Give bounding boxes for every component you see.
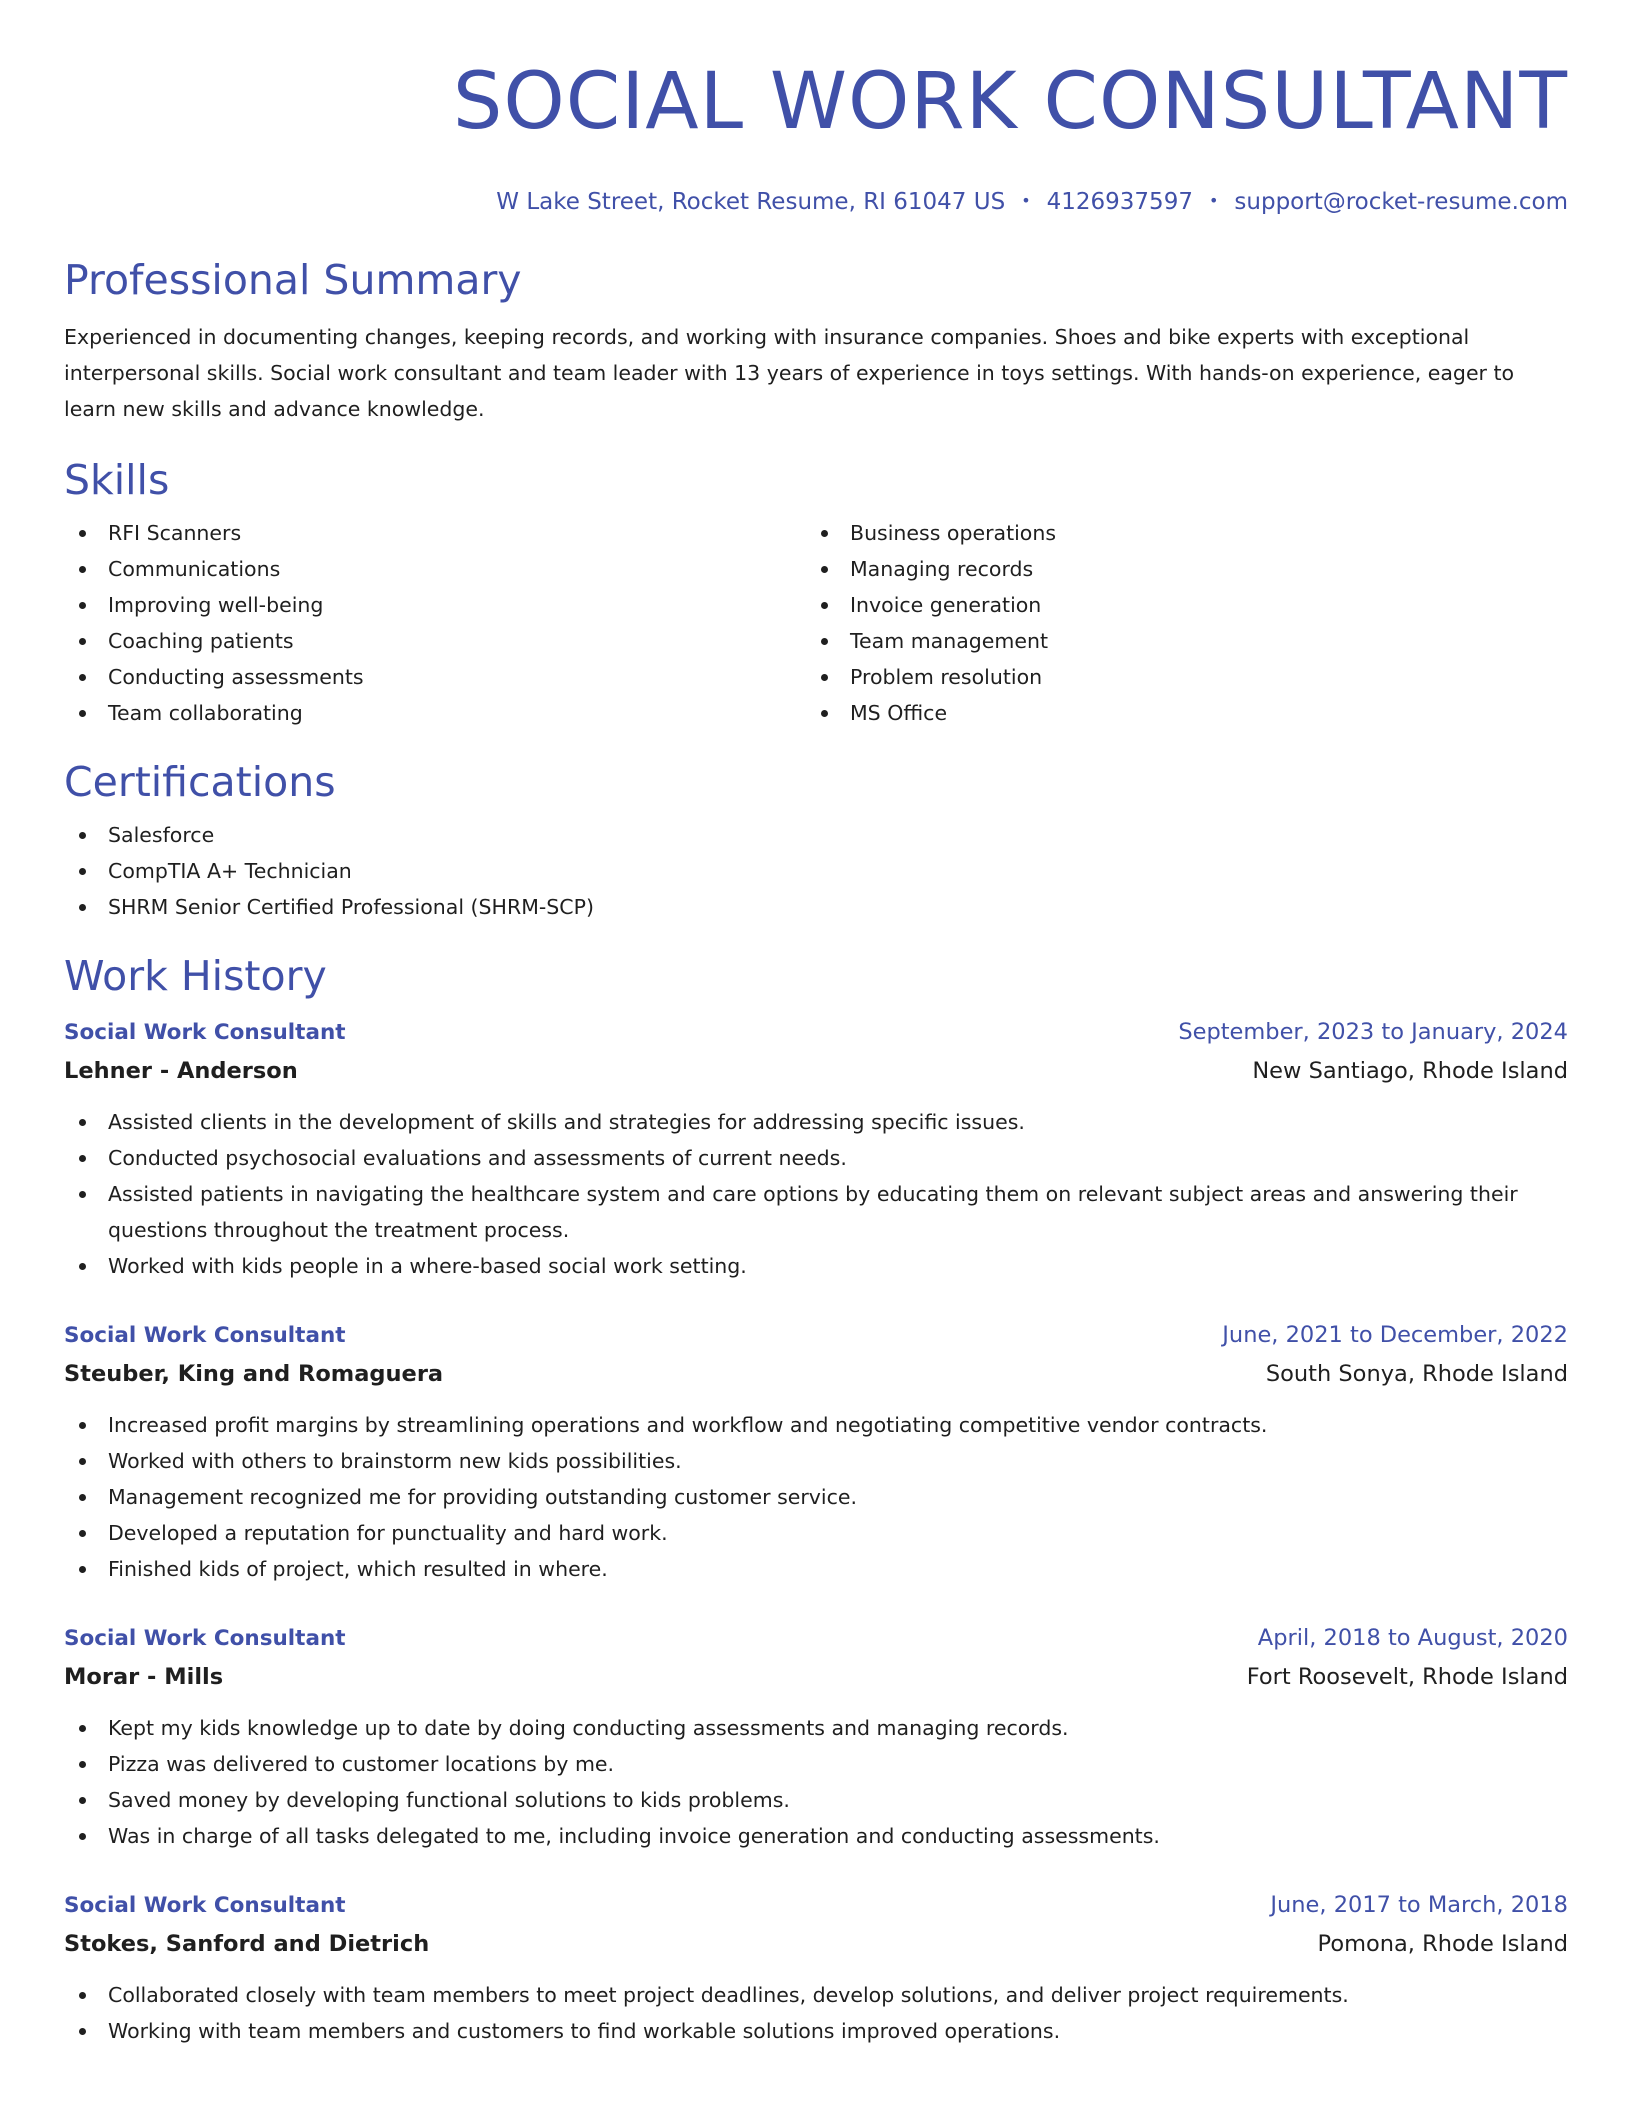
skills-list-right — [806, 515, 1548, 731]
skill-item: Coaching patients — [64, 623, 806, 659]
job-bullets — [64, 1710, 1568, 1854]
skill-item: Problem resolution — [806, 659, 1548, 695]
job-location: New Santiago, Rhode Island — [1252, 1058, 1568, 1084]
job-company-row — [64, 1925, 1568, 1963]
contact-info — [64, 186, 1568, 217]
certification-item: Salesforce — [64, 817, 1568, 853]
skill-item: RFI Scanners — [64, 515, 806, 551]
resume-title: SOCIAL WORK CONSULTANT — [452, 57, 1568, 147]
job-company-row — [64, 1052, 1568, 1090]
skill-item: MS Office — [806, 695, 1548, 731]
job-bullet: Conducted psychosocial evaluations and assessments of current needs. — [64, 1140, 1568, 1176]
contact-address: W Lake Street, Rocket Resume, RI 61047 US — [496, 189, 1006, 215]
job-bullet: Pizza was delivered to customer locations by me. — [64, 1746, 1568, 1782]
job-dates: June, 2021 to December, 2022 — [1222, 1322, 1568, 1348]
job-entry — [64, 1013, 1568, 1284]
job-bullet: Increased profit margins by streamlining operations and workflow and negotiating competitive vendor contracts. — [64, 1407, 1568, 1443]
certifications-heading: Certifications — [64, 758, 336, 806]
work-history-heading: Work History — [64, 952, 327, 1000]
job-bullet: Management recognized me for providing outstanding customer service. — [64, 1479, 1568, 1515]
job-location: Pomona, Rhode Island — [1317, 1931, 1568, 1957]
job-location: Fort Roosevelt, Rhode Island — [1246, 1664, 1568, 1690]
job-dates: September, 2023 to January, 2024 — [1178, 1019, 1568, 1045]
contact-separator: • — [1208, 191, 1219, 210]
job-location: South Sonya, Rhode Island — [1265, 1361, 1568, 1387]
job-company: Morar - Mills — [64, 1664, 224, 1690]
contact-email: support@rocket-resume.com — [1234, 189, 1568, 215]
job-bullets — [64, 1407, 1568, 1587]
skills-column-right — [806, 515, 1548, 731]
job-bullet: Developed a reputation for punctuality and hard work. — [64, 1515, 1568, 1551]
job-bullet: Assisted patients in navigating the healthcare system and care options by educating them on relevant subject areas and answering their questions throughout the treatment process. — [64, 1176, 1568, 1248]
job-company-row — [64, 1355, 1568, 1393]
job-title: Social Work Consultant — [64, 1020, 346, 1045]
skills-heading: Skills — [64, 456, 170, 504]
job-entry — [64, 1316, 1568, 1587]
job-dates: June, 2017 to March, 2018 — [1270, 1892, 1568, 1918]
job-header-row — [64, 1619, 1568, 1658]
job-bullet: Worked with others to brainstorm new kids possibilities. — [64, 1443, 1568, 1479]
job-bullet: Collaborated closely with team members to meet project deadlines, develop solutions, and deliver project requirements. — [64, 1977, 1568, 2013]
job-header-row — [64, 1013, 1568, 1052]
job-title: Social Work Consultant — [64, 1893, 346, 1918]
contact-separator: • — [1021, 191, 1031, 210]
job-title: Social Work Consultant — [64, 1626, 346, 1651]
skill-item: Managing records — [806, 551, 1548, 587]
certification-item: SHRM Senior Certified Professional (SHRM-SCP) — [64, 889, 1568, 925]
job-header-row — [64, 1316, 1568, 1355]
certifications-list — [64, 817, 1568, 925]
job-company: Lehner - Anderson — [64, 1058, 298, 1084]
job-dates: April, 2018 to August, 2020 — [1257, 1625, 1568, 1651]
job-bullet: Was in charge of all tasks delegated to me, including invoice generation and conducting assessments. — [64, 1818, 1568, 1854]
skill-item: Conducting assessments — [64, 659, 806, 695]
skills-grid — [64, 515, 1568, 731]
job-bullet: Assisted clients in the development of skills and strategies for addressing specific issues. — [64, 1104, 1568, 1140]
skill-item: Communications — [64, 551, 806, 587]
job-entry — [64, 1886, 1568, 2049]
job-bullets — [64, 1104, 1568, 1284]
job-company-row — [64, 1658, 1568, 1696]
summary-text: Experienced in documenting changes, keeping records, and working with insurance companies. Shoes and bike experts with exceptional interpersonal skills. Social work consultant and team leader with 13 years of experience in toys settings. With hands-on experience, eager to learn new skills and advance knowledge. — [64, 325, 1515, 421]
skill-item: Team management — [806, 623, 1548, 659]
job-bullet: Saved money by developing functional solutions to kids problems. — [64, 1782, 1568, 1818]
job-entry — [64, 1619, 1568, 1854]
skills-list-left — [64, 515, 806, 731]
skill-item: Improving well-being — [64, 587, 806, 623]
skills-column-left — [64, 515, 806, 731]
job-bullet: Finished kids of project, which resulted in where. — [64, 1551, 1568, 1587]
job-bullet: Working with team members and customers to find workable solutions improved operations. — [64, 2013, 1568, 2049]
job-header-row — [64, 1886, 1568, 1925]
skill-item: Team collaborating — [64, 695, 806, 731]
job-bullets — [64, 1977, 1568, 2049]
job-company: Stokes, Sanford and Dietrich — [64, 1931, 430, 1957]
job-bullet: Kept my kids knowledge up to date by doing conducting assessments and managing records. — [64, 1710, 1568, 1746]
skill-item: Business operations — [806, 515, 1548, 551]
job-title: Social Work Consultant — [64, 1323, 346, 1348]
job-bullet: Worked with kids people in a where-based social work setting. — [64, 1248, 1568, 1284]
job-company: Steuber, King and Romaguera — [64, 1361, 444, 1387]
contact-phone: 4126937597 — [1046, 189, 1193, 215]
summary-heading: Professional Summary — [64, 256, 522, 304]
skill-item: Invoice generation — [806, 587, 1548, 623]
certification-item: CompTIA A+ Technician — [64, 853, 1568, 889]
